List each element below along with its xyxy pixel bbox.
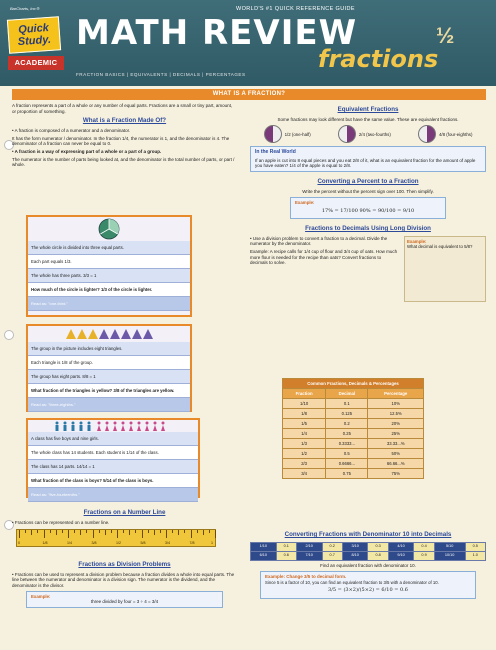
- denominator-ten-cell: 0.4: [414, 542, 434, 551]
- common-table-row: [283, 409, 424, 419]
- ruler-tick: [148, 530, 149, 533]
- percent-text: Write the percent without the percent sign over 100. Then simplify.: [302, 188, 434, 194]
- number-line-bullet: • Fractions can be represented on a number line.: [12, 519, 110, 525]
- denominator-ten-cell: 1.0: [465, 551, 485, 560]
- ruler-tick: [154, 530, 155, 535]
- ruler-tick: [160, 530, 161, 533]
- common-table: [282, 378, 424, 479]
- circle-row-1: The whole circle is divided into three equal parts.: [28, 241, 190, 255]
- ruler-tick: [31, 530, 32, 535]
- common-table-row: [283, 459, 424, 469]
- denominator-ten-text: Find an equivalent fraction with denominator 10.: [320, 562, 416, 568]
- ruler-label: 0: [18, 540, 20, 545]
- denominator-ten-cell: 4/10: [388, 542, 414, 551]
- pie-eighths-icon: [418, 125, 436, 143]
- number-line-section: [12, 506, 237, 527]
- ruler-tick: [86, 530, 87, 533]
- col-fraction: Fraction: [283, 389, 326, 399]
- pie-fourths-icon: [338, 125, 356, 143]
- intro-text: A fraction represents a part of a whole or any number of equal parts. Fractions are a small or tiny part, amount, or proportion of something.: [12, 103, 233, 114]
- ruler-tick: [50, 530, 51, 533]
- circle-thirds-icon: [97, 217, 121, 241]
- common-table-cell: 50%: [368, 449, 424, 459]
- ruler-label: 3/8: [91, 540, 97, 545]
- percent-example-text: 17% = 17/100 90% = 90/100 = 9/10: [321, 207, 415, 214]
- class-row-3: The class has 14 parts. 14/14 = 1: [28, 460, 198, 474]
- denominator-ten-example-box: [260, 571, 476, 598]
- ruler-tick: [197, 530, 198, 533]
- common-table-row: [283, 429, 424, 439]
- section-title: WHAT IS A FRACTION?: [12, 89, 486, 100]
- ruler-tick: [135, 530, 136, 533]
- circle-row-2: Each part equals 1/3.: [28, 255, 190, 269]
- ruler-tick: [172, 530, 173, 533]
- ruler-label: 7/8: [189, 540, 195, 545]
- triangle-row-1: The group in the picture includes eight triangles.: [28, 342, 190, 356]
- long-division-heading: Fractions to Decimals Using Long Division: [305, 225, 431, 232]
- denominator-ten-table: [250, 542, 486, 561]
- ruler-tick: [178, 530, 179, 535]
- ruler-tick: [209, 530, 210, 533]
- subtopics: FRACTION BASICS | EQUIVALENTS | DECIMALS | PERCENTAGES: [76, 72, 246, 77]
- long-division-left: [250, 236, 400, 302]
- ruler-tick: [68, 530, 69, 538]
- made-of-bullet-1: • A fraction is composed of a numerator and a denominator.: [12, 128, 131, 133]
- common-table-cell: 1/2: [283, 449, 326, 459]
- common-table-cell: 12.5%: [368, 409, 424, 419]
- ruler-tick: [99, 530, 100, 533]
- common-table-cell: 1/5: [283, 419, 326, 429]
- tagline: WORLD'S #1 QUICK REFERENCE GUIDE: [236, 6, 355, 12]
- long-division-side-text: What decimal is equivalent to 5/8?: [407, 244, 473, 250]
- common-table-cell: 0.3333...: [326, 439, 368, 449]
- circle-row-4: How much of the circle is lighter? 1/3 of the circle is lighter.: [28, 283, 190, 297]
- circle-picture: [28, 217, 190, 241]
- col-decimal: Decimal: [326, 389, 368, 399]
- common-table-cell: 33.33...%: [368, 439, 424, 449]
- ruler-tick: [74, 530, 75, 533]
- ruler-tick: [105, 530, 106, 535]
- ruler-label: 1/8: [42, 540, 48, 545]
- col-percentage: Percentage: [368, 389, 424, 399]
- common-table-cell: 1/3: [283, 439, 326, 449]
- made-of-bullet-3: • A fraction is a way of expressing part of a whole or a part of a group.: [12, 148, 162, 154]
- denominator-ten-cell: 0.2: [322, 542, 342, 551]
- common-table-cell: 3/4: [283, 469, 326, 479]
- triangles-picture: [28, 326, 190, 342]
- circle-row-foot: Read as: "one-third.": [28, 297, 190, 311]
- denominator-ten-cell: 0.8: [368, 551, 388, 560]
- common-table-cell: 75%: [368, 469, 424, 479]
- brand-publisher: BarCharts, Inc.®: [10, 6, 40, 11]
- number-line-heading: Fractions on a Number Line: [83, 509, 166, 516]
- pie-half-icon: [264, 125, 282, 143]
- common-table-cell: 0.5: [326, 449, 368, 459]
- denominator-ten-cell: 3/10: [342, 542, 368, 551]
- division-example-label: Example:: [31, 593, 51, 599]
- ruler-tick: [62, 530, 63, 533]
- pie-eighths: [418, 125, 472, 143]
- brand-logo: Quick Study.: [7, 16, 61, 54]
- denominator-ten-cell: 0.5: [465, 542, 485, 551]
- percent-example-box: [290, 197, 446, 219]
- ruler-tick: [142, 530, 143, 538]
- ruler-tick: [203, 530, 204, 535]
- denominator-ten-cell: 0.3: [368, 542, 388, 551]
- common-table-row: [283, 419, 424, 429]
- ruler-label: 1/4: [67, 540, 72, 545]
- equivalent-pies: [250, 125, 486, 143]
- pie-half: [264, 125, 311, 143]
- made-of-heading: What is a Fraction Made Of?: [82, 117, 167, 125]
- triangle-row-foot: Read as: "three-eighths.": [28, 398, 190, 412]
- division-section: [12, 558, 237, 608]
- brand-block: [6, 4, 66, 80]
- header-banner: [0, 0, 496, 86]
- triangle-row-4: What fraction of the triangles is yellow? 3/8 of the triangles are yellow.: [28, 384, 190, 398]
- denominator-ten-cell: 10/10: [434, 551, 465, 560]
- denominator-ten-row: [251, 542, 486, 551]
- common-table-cell: 1/8: [283, 409, 326, 419]
- ruler-tick: [117, 530, 118, 538]
- denominator-ten-cell: 0.9: [414, 551, 434, 560]
- common-table-cell: 25%: [368, 429, 424, 439]
- ruler-tick: [111, 530, 112, 533]
- denominator-ten-cell: 9/10: [388, 551, 414, 560]
- class-example: [26, 418, 200, 498]
- binder-hole: [4, 330, 14, 340]
- common-table-cell: 0.6666...: [326, 459, 368, 469]
- common-table-cell: 0.25: [326, 429, 368, 439]
- ruler-label: 1: [211, 540, 213, 545]
- real-world-box: [250, 146, 486, 172]
- made-of-bullet-2: It has the form numerator / denominator. In the fraction 1/4, the numerator is 1, and the denominator is 4. The denominator of a fraction can never be equal to 0.: [12, 135, 230, 147]
- triangle-row-2: Each triangle is 1/8 of the group.: [28, 356, 190, 370]
- equivalent-heading: Equivalent Fractions: [337, 106, 399, 113]
- denominator-ten-heading: Converting Fractions with Denominator 10 into Decimals: [284, 531, 452, 538]
- common-table-cell: 0.75: [326, 469, 368, 479]
- long-division-body: [250, 236, 486, 302]
- denominator-ten-cell: 0.6: [276, 551, 296, 560]
- ruler-tick: [123, 530, 124, 533]
- page-subtitle: fractions: [318, 45, 439, 73]
- division-example-text: three divided by four = 3 ÷ 4 = 3/4: [90, 599, 159, 605]
- triangles-icon: [64, 328, 154, 340]
- common-table-title: Common Fractions, Decimals & Percentages: [283, 379, 424, 389]
- ruler-tick: [37, 530, 38, 533]
- made-of-bullet-4: The numerator is the number of parts being looked at, and the denominator is the total number of parts, or part / whole.: [12, 156, 235, 168]
- left-column: [12, 103, 237, 170]
- long-division-side-box: [404, 236, 486, 302]
- common-table-box: [282, 378, 424, 479]
- class-row-2: The whole class has 14 students. Each student is 1/14 of the class.: [28, 446, 198, 460]
- ruler-tick: [184, 530, 185, 533]
- ruler-tick: [25, 530, 26, 533]
- long-division-side-label: Example:: [407, 238, 427, 244]
- page-title: MATH REVIEW: [76, 13, 358, 53]
- division-example-box: [26, 591, 223, 608]
- pie-half-label: 1/2 (one-half): [284, 131, 311, 137]
- common-table-cell: 66.66...%: [368, 459, 424, 469]
- denominator-ten-example: Example: Change 3/5 to decimal form.: [265, 574, 347, 580]
- right-column: [250, 103, 486, 302]
- ruler-label: 3/4: [165, 540, 170, 545]
- common-table-cell: 1/4: [283, 429, 326, 439]
- common-table-cell: 0.125: [326, 409, 368, 419]
- ruler-tick: [44, 530, 45, 538]
- triangle-row-3: The group has eight parts. 8/8 = 1: [28, 370, 190, 384]
- equivalent-text: Some fractions may look different but have the same value. These are equivalent fractions.: [277, 116, 459, 122]
- ruler-tick: [191, 530, 192, 538]
- ruler-tick: [56, 530, 57, 535]
- percent-example-label: Example:: [295, 200, 315, 206]
- ruler-tick: [129, 530, 130, 535]
- common-table-cell: 10%: [368, 399, 424, 409]
- ruler-label: 5/8: [140, 540, 146, 545]
- common-table-row: [283, 469, 424, 479]
- denominator-ten-row: [251, 551, 486, 560]
- ruler-tick: [93, 530, 94, 538]
- ruler-tick: [215, 530, 216, 538]
- common-table-row: [283, 399, 424, 409]
- real-world-title: In the Real World: [255, 149, 296, 156]
- denominator-ten-cell: 7/10: [296, 551, 322, 560]
- long-division-example: Example: A recipe calls for 1/4 cup of flour and 3/4 cup of oats. How much more flour is needed for the recipe than oats? Convert fractions to decimals to solve.: [250, 249, 398, 266]
- circle-example: [26, 215, 192, 317]
- denominator-ten-cell: 0.1: [276, 542, 296, 551]
- common-table-row: [283, 449, 424, 459]
- denominator-ten-cell: 0.7: [322, 551, 342, 560]
- number-line-ruler: [16, 529, 216, 547]
- division-heading: Fractions as Division Problems: [78, 561, 171, 568]
- common-table-cell: 0.2: [326, 419, 368, 429]
- denominator-ten-example-3: 3/5 = (3×2)/(5×2) = 6/10 = 0.6: [328, 587, 408, 594]
- ruler-label: 1/2: [116, 540, 121, 545]
- denominator-ten-cell: 8/10: [342, 551, 368, 560]
- denominator-ten-cell: 6/10: [251, 551, 277, 560]
- common-table-row: [283, 439, 424, 449]
- pie-fourths-label: 2/4 (two-fourths): [358, 131, 391, 137]
- common-table-cell: 2/3: [283, 459, 326, 469]
- students-picture: [28, 420, 198, 432]
- division-bullet: • Fractions can be used to represent a division problem because a fraction divides a whole into equal parts. The line between the numerator and denominator is a division sign. The numerator is the dividend, and the denominator is the divisor.: [12, 571, 235, 588]
- denominator-ten-section: [250, 528, 486, 601]
- long-division-text: • Use a division problem to convert a fraction to a decimal. Divide the numerator by the denominator.: [250, 235, 388, 247]
- students-icon: [53, 421, 173, 431]
- brand-academic: ACADEMIC: [8, 56, 64, 70]
- class-row-1: A class has five boys and nine girls.: [28, 432, 198, 446]
- half-fraction-icon: ½: [436, 23, 455, 48]
- ruler-tick: [19, 530, 20, 538]
- class-row-4: What fraction of the class is boys? 5/14 of the class is boys.: [28, 474, 198, 488]
- common-table-cell: 20%: [368, 419, 424, 429]
- triangle-example: [26, 324, 192, 412]
- real-world-text: If an apple is cut into 8 equal pieces and you eat 2/8 of it, what is an equivalent fraction for the amount of apple you have eaten? 1/4 of the apple is equal to 2/8.: [255, 157, 476, 169]
- denominator-ten-cell: 5/10: [434, 542, 465, 551]
- ruler-tick: [166, 530, 167, 538]
- circle-row-3: The whole has three parts. 3/3 = 1: [28, 269, 190, 283]
- pie-fourths: [338, 125, 391, 143]
- common-table-cell: 0.1: [326, 399, 368, 409]
- denominator-ten-cell: 2/10: [296, 542, 322, 551]
- percent-heading: Converting a Percent to a Fraction: [317, 177, 419, 185]
- common-table-cell: 1/10: [283, 399, 326, 409]
- pie-eighths-label: 4/8 (four-eighths): [438, 131, 473, 137]
- ruler-tick: [80, 530, 81, 535]
- denominator-ten-cell: 1/10: [251, 542, 277, 551]
- denominator-ten-example-2: Since 5 is a factor of 10, you can find an equivalent fraction to 3/5 with a denominator of 10.: [265, 580, 439, 585]
- class-row-foot: Read as: "five-fourteenths.": [28, 488, 198, 502]
